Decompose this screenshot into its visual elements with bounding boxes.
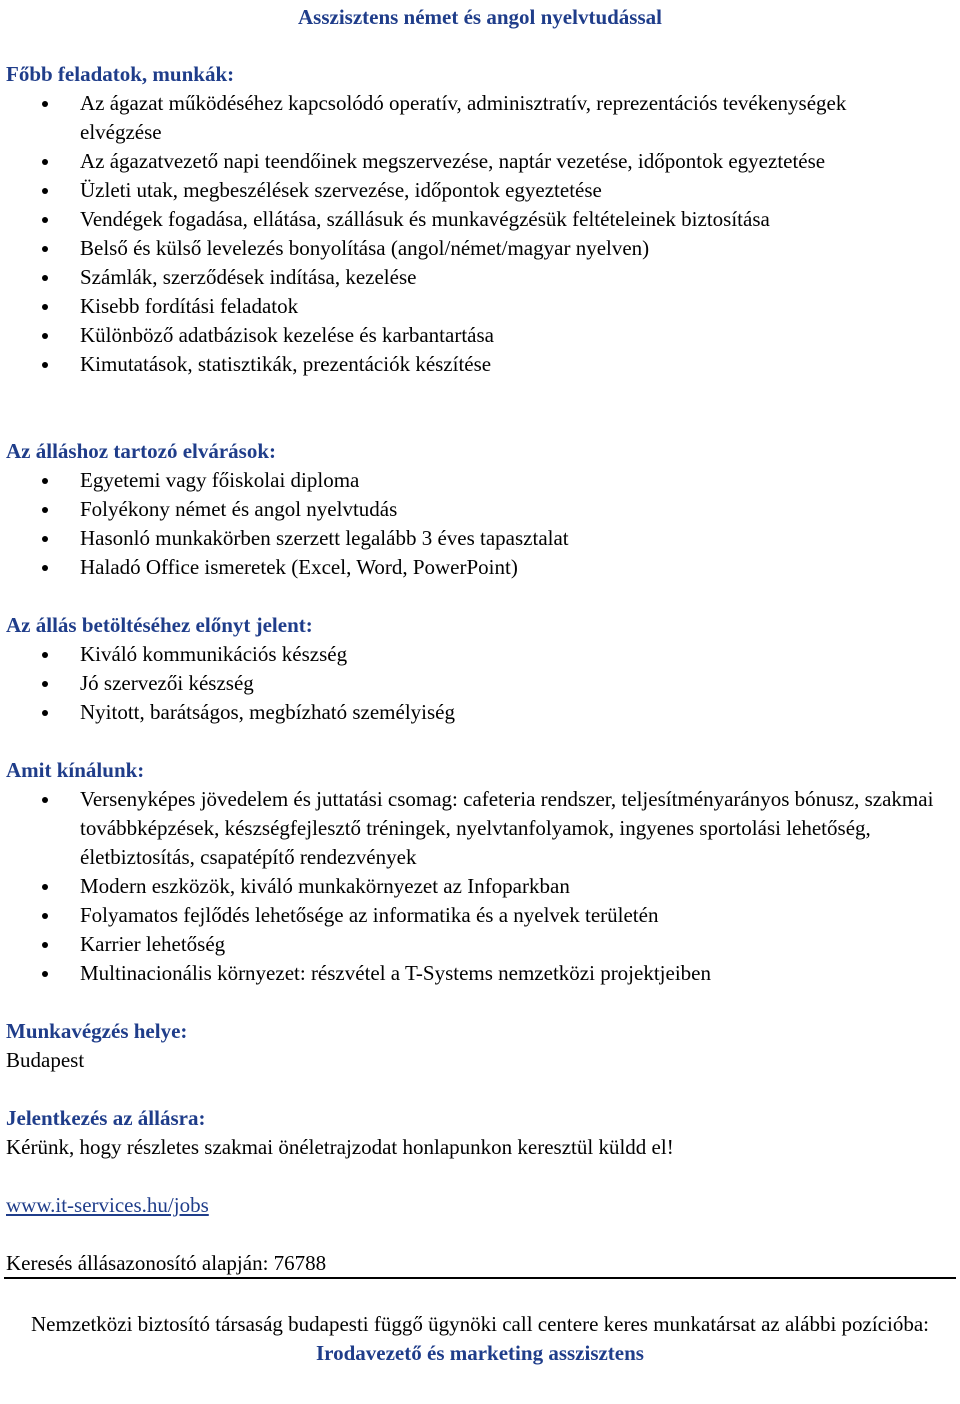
offer-heading: Amit kínálunk: [6,758,145,782]
tasks-list [6,89,946,379]
location-value: Budapest [6,1048,85,1072]
apply-section [6,1104,946,1278]
list-item: Versenyképes jövedelem és juttatási csomag: cafeteria rendszer, teljesítményarányos bónusz, szakmai továbbképzések, készségfejlesztő tréningek, nyelvtanfolyamok, ingyenes sportolási lehetőség, életbiztosítás, csapatépítő rendezvények [6,785,946,872]
list-item: Kimutatások, statisztikák, prezentációk készítése [6,350,946,379]
requirements-heading: Az álláshoz tartozó elvárások: [6,439,277,463]
offer-list [6,785,946,988]
list-item: Folyamatos fejlődés lehetősége az informatika és a nyelvek területén [6,901,946,930]
list-item: Az ágazatvezető napi teendőinek megszervezése, naptár vezetése, időpontok egyeztetése [6,147,946,176]
list-item: Kisebb fordítási feladatok [6,292,946,321]
tasks-heading: Főbb feladatok, munkák: [6,62,235,86]
list-item: Számlák, szerződések indítása, kezelése [6,263,946,292]
advantages-heading: Az állás betöltéséhez előnyt jelent: [6,613,313,637]
list-item: Karrier lehetőség [6,930,946,959]
list-item: Kiváló kommunikációs készség [6,640,946,669]
list-item: Üzleti utak, megbeszélések szervezése, időpontok egyeztetése [6,176,946,205]
advantages-section [6,611,946,727]
list-item: Belső és külső levelezés bonyolítása (angol/német/magyar nyelven) [6,234,946,263]
requirements-list [6,466,946,582]
list-item: Multinacionális környezet: részvétel a T-Systems nemzetközi projektjeiben [6,959,946,988]
requirements-section [6,437,946,582]
footer-position: Irodavezető és marketing asszisztens [316,1341,644,1365]
jobs-link[interactable]: www.it-services.hu/jobs [6,1193,209,1217]
list-item: Vendégek fogadása, ellátása, szállásuk és munkavégzésük feltételeinek biztosítása [6,205,946,234]
job-title: Asszisztens német és angol nyelvtudással [297,5,662,29]
tasks-section [6,60,946,379]
advantages-list [6,640,946,727]
list-item: Modern eszközök, kiváló munkakörnyezet az Infoparkban [6,872,946,901]
list-item: Haladó Office ismeretek (Excel, Word, PowerPoint) [6,553,946,582]
apply-heading: Jelentkezés az állásra: [6,1106,206,1130]
footer-block [20,1310,940,1368]
offer-section [6,756,946,988]
location-section [6,1017,946,1075]
apply-text: Kérünk, hogy részletes szakmai önéletrajzodat honlapunkon keresztül küldd el! [6,1135,674,1159]
job-id-search: Keresés állásazonosító alapján: 76788 [6,1251,327,1275]
list-item: Különböző adatbázisok kezelése és karbantartása [6,321,946,350]
list-item: Jó szervezői készség [6,669,946,698]
footer-intro: Nemzetközi biztosító társaság budapesti függő ügynöki call centere keres munkatársat az alábbi pozícióba: [30,1312,929,1336]
list-item: Folyékony német és angol nyelvtudás [6,495,946,524]
divider [4,1277,956,1279]
list-item: Nyitott, barátságos, megbízható személyiség [6,698,946,727]
list-item: Egyetemi vagy főiskolai diploma [6,466,946,495]
list-item: Az ágazat működéséhez kapcsolódó operatív, adminisztratív, reprezentációs tevékenységek elvégzése [6,89,946,147]
location-heading: Munkavégzés helye: [6,1019,188,1043]
list-item: Hasonló munkakörben szerzett legalább 3 éves tapasztalat [6,524,946,553]
